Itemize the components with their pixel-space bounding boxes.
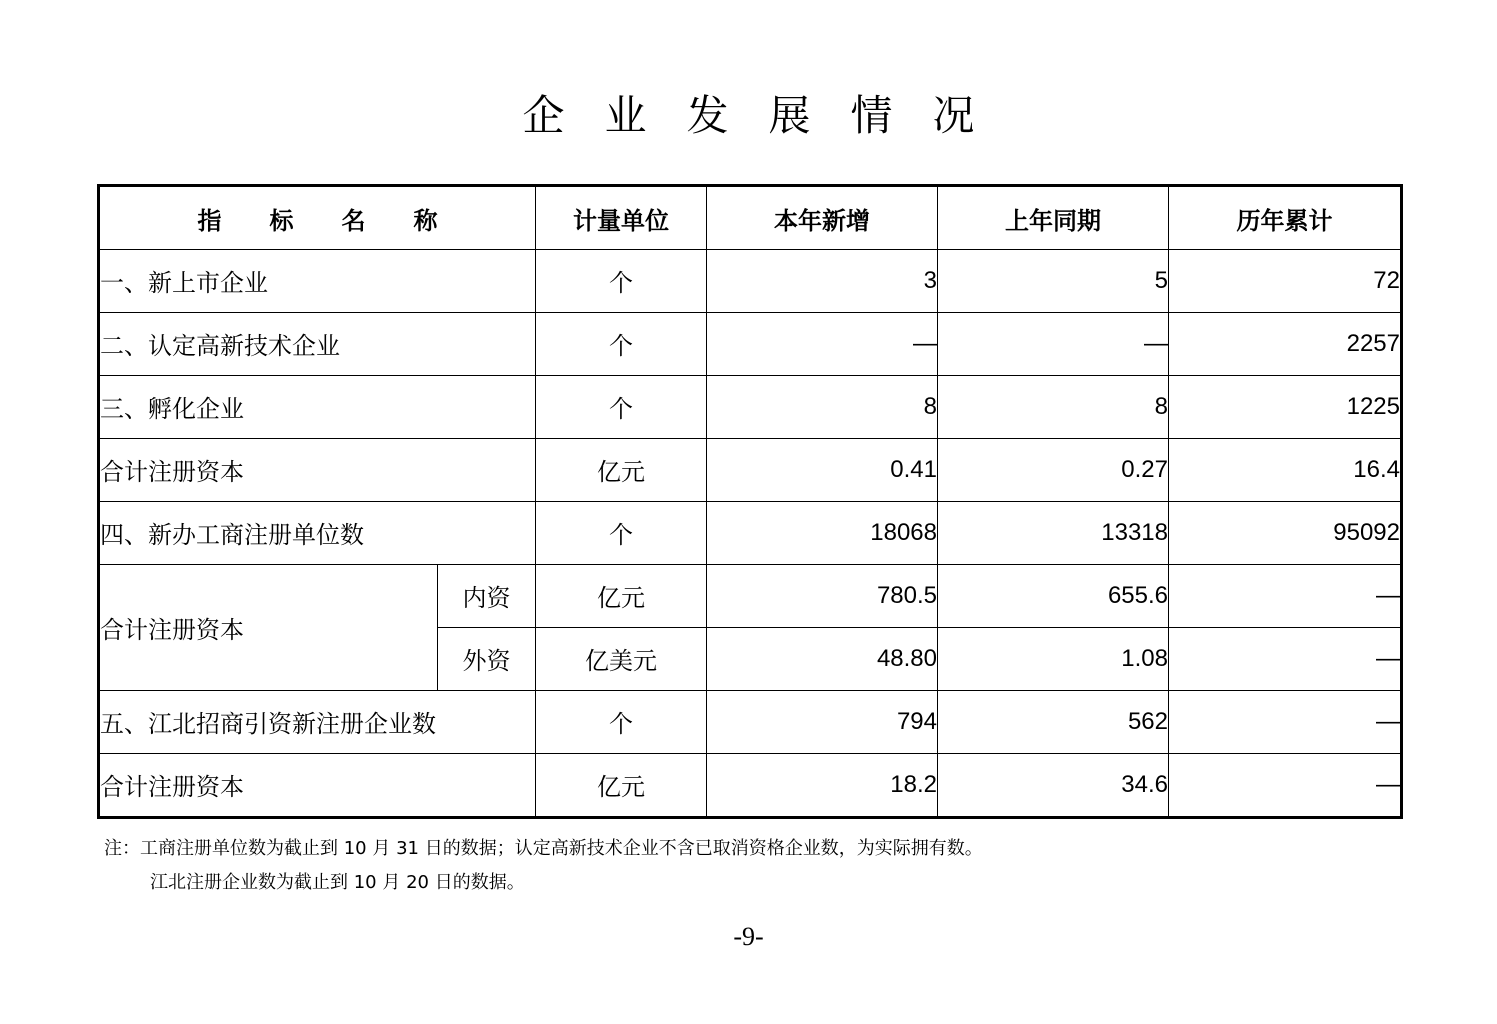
enterprise-stats-table (97, 184, 1403, 819)
row-last-year: 8 (938, 375, 1169, 438)
row-unit: 个 (536, 375, 707, 438)
row-last-year: 5 (938, 250, 1169, 313)
page-title: 企业发展情况 (522, 91, 1015, 140)
row-name: 三、孵化企业 (99, 375, 536, 438)
row-this-year: — (707, 312, 938, 375)
row-cumulative: 72 (1169, 250, 1402, 313)
row-this-year: 3 (707, 250, 938, 313)
row-cumulative: — (1169, 564, 1402, 627)
row-unit: 亿元 (536, 564, 707, 627)
row-cumulative: — (1169, 627, 1402, 690)
row-this-year: 48.80 (707, 627, 938, 690)
row-cumulative: 95092 (1169, 501, 1402, 564)
table-header-row (99, 186, 1402, 250)
table-row (99, 564, 1402, 627)
row-name: 一、新上市企业 (99, 250, 536, 313)
row-this-year: 780.5 (707, 564, 938, 627)
header-indicator-name: 指标名称 (99, 186, 536, 250)
row-name: 合计注册资本 (99, 564, 438, 690)
row-last-year: 34.6 (938, 753, 1169, 817)
row-unit: 个 (536, 312, 707, 375)
table-row (99, 250, 1402, 313)
row-unit: 亿美元 (536, 627, 707, 690)
header-last-year: 上年同期 (938, 186, 1169, 250)
row-cumulative: — (1169, 753, 1402, 817)
row-unit: 个 (536, 501, 707, 564)
row-this-year: 8 (707, 375, 938, 438)
row-unit: 亿元 (536, 753, 707, 817)
row-sub-type: 外资 (438, 627, 536, 690)
header-unit: 计量单位 (536, 186, 707, 250)
row-last-year: 1.08 (938, 627, 1169, 690)
row-name: 四、新办工商注册单位数 (99, 501, 536, 564)
table-row (99, 501, 1402, 564)
row-name: 二、认定高新技术企业 (99, 312, 536, 375)
row-this-year: 794 (707, 690, 938, 753)
footnote-2: 江北注册企业数为截止到 10 月 20 日的数据。 (150, 872, 525, 893)
table-row (99, 690, 1402, 753)
row-unit: 个 (536, 690, 707, 753)
row-cumulative: — (1169, 690, 1402, 753)
row-cumulative: 2257 (1169, 312, 1402, 375)
table-row (99, 438, 1402, 501)
row-last-year: 13318 (938, 501, 1169, 564)
row-this-year: 0.41 (707, 438, 938, 501)
row-name: 五、江北招商引资新注册企业数 (99, 690, 536, 753)
row-name: 合计注册资本 (99, 753, 536, 817)
row-last-year: 655.6 (938, 564, 1169, 627)
table-row (99, 753, 1402, 817)
footnote-1: 注：工商注册单位数为截止到 10 月 31 日的数据；认定高新技术企业不含已取消资格企业数，为实际拥有数。 (104, 838, 983, 859)
row-last-year: 562 (938, 690, 1169, 753)
row-cumulative: 16.4 (1169, 438, 1402, 501)
row-this-year: 18068 (707, 501, 938, 564)
row-this-year: 18.2 (707, 753, 938, 817)
row-name: 合计注册资本 (99, 438, 536, 501)
row-unit: 亿元 (536, 438, 707, 501)
row-unit: 个 (536, 250, 707, 313)
row-last-year: — (938, 312, 1169, 375)
header-this-year: 本年新增 (707, 186, 938, 250)
table-row (99, 375, 1402, 438)
row-cumulative: 1225 (1169, 375, 1402, 438)
header-cumulative: 历年累计 (1169, 186, 1402, 250)
page-number: -9- (733, 922, 764, 951)
row-sub-type: 内资 (438, 564, 536, 627)
row-last-year: 0.27 (938, 438, 1169, 501)
table-row (99, 312, 1402, 375)
